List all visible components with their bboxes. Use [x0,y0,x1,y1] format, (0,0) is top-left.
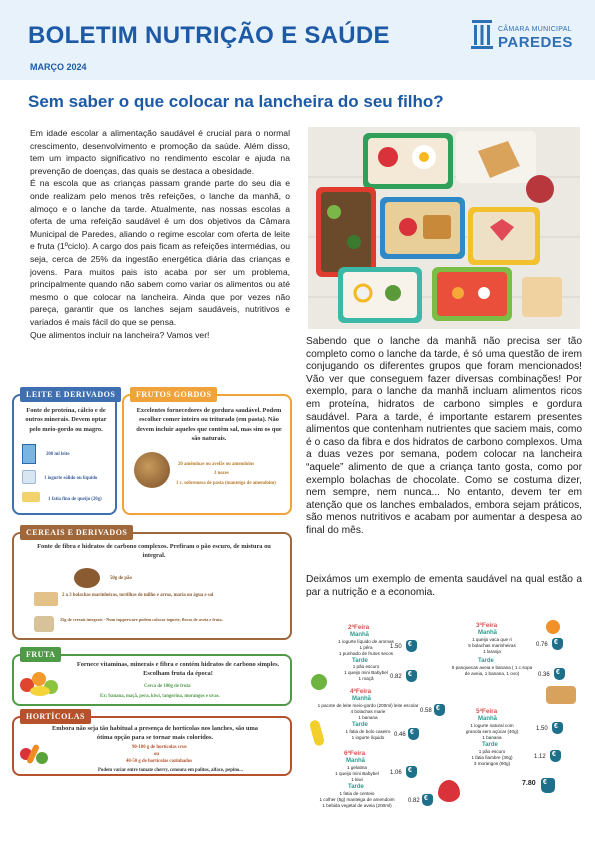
menu-price: 0.46 [394,732,406,738]
lunchbox-photo [308,127,580,329]
menu-day: 2ªFeira [348,624,370,631]
cereal-bowl-icon [34,616,54,632]
menu-meal: Manhã [352,696,372,702]
bread-icon [74,568,100,588]
menu-item: 1 iogurte líquido de aromas [338,639,394,644]
nuts-item: 1 c. sobremesa de pasta (manteiga de amendoim) [176,481,276,486]
dairy-item: 200 ml leite [46,452,70,457]
nuts-pile-icon [134,452,170,488]
menu-total: 7.80 [522,780,536,787]
strawberry-icon [438,780,460,802]
vegetables-item: ou [154,752,160,757]
intro-paragraph: Em idade escolar a alimentação saudável é crucial para o normal crescimento, desenvolvimento e promoção da saúde. Além disso, tem um impacto significativo no rendimento escolar e ajuda na prevenção de doenças, das quais se destaca a obesidade. [30,128,290,176]
bulletin-title: BOLETIM NUTRIÇÃO E SAÚDE [28,22,390,49]
menu-price: 0.76 [536,642,548,648]
money-bag-icon [434,704,445,716]
menu-item: 1 fatia fiambre (30g) [471,755,513,760]
money-bag-icon [550,750,561,762]
municipality-logo [470,16,580,58]
menu-item: 1 laranja [483,649,501,654]
pancakes-icon [546,686,576,704]
vegetables-description: Embora não seja tão habitual a presença de hortícolas nos lanches, são uma ótima opção para se tornar mais coloridos. [52,725,258,742]
nuts-tag: FRUTOS GORDOS [130,387,217,402]
menu-item: 6 panquecas aveia e banana ( 1 c.sopa [451,665,533,670]
nuts-item: 20 amêndoas ou avelãs ou amendoins [178,462,255,467]
menu-day: 6ªFeira [344,750,366,757]
money-bag-icon [552,722,563,734]
menu-item: 1 maçã [358,676,374,681]
menu-meal: Manhã [346,758,366,764]
vegetables-box [12,712,292,776]
menu-item: 1 banana [482,735,502,740]
apple-icon [311,674,327,690]
menu-item: 1 iogurte líquido [351,735,385,740]
menu-item: de aveia, 1 banana, 1 ovo) [464,671,520,676]
cereals-item: 25g de cereais integrais - Num tupperware podem colocar iogurte, flocos de aveia e fruta. [60,617,223,622]
money-bag-icon [406,766,417,778]
menu-price: 1.06 [390,770,402,776]
weekly-menu [308,602,590,824]
fruit-basket-icon [18,668,66,702]
money-bag-icon [554,668,565,680]
vegetables-item: 90-100 g de hortícolas crus [132,745,187,750]
menu-meal: Manhã [478,630,498,636]
fruit-item: Cerca de 100g de fruta [144,684,191,689]
menu-item: 1 queijo mini Babybel [335,771,379,776]
cereals-tag: CEREAIS E DERIVADOS [20,525,133,540]
logo-small-text: CÂMARA MUNICIPAL [498,26,572,33]
menu-item: 1 gelatina [347,765,367,770]
lunchbox-illustration [308,127,580,329]
menu-item: 1 colher (5g) manteiga de amendoim [319,797,395,802]
nuts-description: Excelentes fornecedores de gordura saudável. Podem escolher comer inteiro ou triturado (em pasta). Não devem incluir aqueles que contêm sal, mas sim os que são naturais. [136,407,282,443]
menu-meal: Manhã [478,716,498,722]
menu-day: 4ªFeira [350,688,372,695]
menu-item: 5 bolachas marinheiras [468,643,516,648]
menu-item: 1 pacote de leite meio-gordo (200ml) leite escolar [317,703,419,708]
cereals-item: 50g de pão [110,576,132,581]
menu-item: granola sem açúcar (40g) [465,729,519,734]
money-bag-icon [422,794,433,806]
menu-item: 1 queijo vaca que ri [472,637,512,642]
intro-text [30,127,290,341]
dairy-item: 1 fatia fina de queijo (20g) [48,497,102,502]
bulletin-date: MARÇO 2024 [30,62,87,72]
menu-price: 0.58 [420,708,432,714]
menu-meal: Manhã [350,632,370,638]
menu-item: 1 fatia de bolo caseiro [345,729,391,734]
menu-day: 3ªFeira [476,622,498,629]
menu-item: 1 kiwi [351,777,363,782]
menu-meal: Tarde [482,742,498,748]
menu-meal: Tarde [352,722,368,728]
menu-meal: Tarde [478,658,494,664]
menu-item: 1 fatia de centeio [339,791,375,796]
menu-intro-text: Deixámos um exemplo de ementa saudável na qual estão a par a nutrição e a economia. [306,574,582,598]
lunch-advice-text: Sabendo que o lanche da manhã não precisa ser tão completo como o lanche da tarde, é só uma questão de irem conjugando os diferentes grupos que foram mencionados! Vão ver que conseguem fazer diversas combinações! Por exemplo, para o lanche da manhã incluam alimentos ricos em proteína, hidratos de carbono simples e gordura saudável. Para a tarde, é importante estarem presentes alimentos que contenham nutrientes que saciem mais, como é o caso da fibra e dos hidratos de carbono complexos. Uma a duas vezes por semana, podem colocar na lancheira “aquele” alimento de que a criança tanto gosta, como por exemplo bolachas de chocolate. Como se costuma dizer, nem sempre, nem nunca... No entanto, devem ter em atenção que os lanches embalados, embora sejam práticos, são menos nutritivos e acabam por aumentar a despesa ao final do mês. [306,336,582,536]
menu-item: 1 pão escuro [352,664,380,669]
intro-paragraph: É na escola que as crianças passam grande parte do seu dia e onde realizam pelo menos três refeições, o lanche da manhã, o almoço e o lanche da tarde. Atualmente, nas nossas escolas a oferta de uma refeição saudável é um dos objetivos da Câmara Municipal de Paredes, aliando o regime escolar com oferta de leite e fruta (1ºciclo). A cargo dos pais ficam as refeições intermédias, ou seja, cerca de 25% da ingestão energética diária das crianças e jovens. Para muitos pais isto acaba por ser um problema, principalmente quando não sabem como variar os alimentos ou até mesmo o que colocar na lancheira. Ainda que por vezes não pareça, garantir que os lanches sejam saudáveis, nutritivos e variados é mais fácil do que se pensa. [30,178,290,327]
menu-item: 1 banana [358,715,378,720]
money-bag-icon [406,640,417,652]
money-bag-icon [541,778,555,793]
dairy-description: Fonte de proteína, cálcio e de outros minerais. Devem optar pelo meio-gordo ou magro. [25,407,107,433]
building-icon [470,18,494,52]
fruit-description: Fornece vitaminas, minerais e fibra e contém hidratos de carbono simples. Escolham fruta da época! [76,661,280,678]
money-bag-icon [408,728,419,740]
yogurt-icon [22,470,36,484]
nuts-item: 3 nozes [214,471,229,476]
milk-carton-icon [22,444,36,464]
dairy-box [12,390,117,515]
dairy-tag: LEITE E DERIVADOS [20,387,121,402]
fruit-item: Ex: banana, maçã, pera, kiwi, tangerina, morangos e uvas. [100,694,220,699]
article-title: Sem saber o que colocar na lancheira do seu filho? [28,92,444,111]
menu-price: 0.82 [408,798,420,804]
menu-price: 0.36 [538,672,550,678]
menu-item: 1 iogurte natural com [470,723,514,728]
vegetables-item: 40-50 g de hortícolas cozinhados [126,759,193,764]
vegetables-tag: HORTÍCOLAS [20,709,91,724]
menu-meal: Tarde [348,784,364,790]
cereals-box [12,528,292,640]
dairy-item: 1 iogurte sólido ou líquido [44,476,98,481]
nuts-box [122,390,292,515]
logo-name: PAREDES [498,34,573,51]
money-bag-icon [552,638,563,650]
menu-price: 1.50 [536,726,548,732]
vegetables-item: Podem variar entre tomate cherry, cenoura em palitos, alface, pepino... [98,768,243,773]
banana-icon [309,719,325,747]
cheese-icon [22,492,40,502]
crackers-icon [34,592,58,606]
fruit-box [12,650,292,706]
menu-price: 0.82 [390,674,402,680]
menu-item: 1 bebida vegetal de aveia (200ml) [322,803,392,808]
fruit-tag: FRUTA [20,647,61,662]
menu-day: 5ªFeira [476,708,498,715]
menu-price: 1.50 [390,644,402,650]
vegetables-icon [20,744,48,766]
menu-item: 1 pêra [359,645,373,650]
orange-icon [546,620,560,634]
cereals-item: 2 a 3 bolachas marinheiras, tortilhas de milho e arroz, maria ou água e sal [62,593,214,598]
menu-item: 3 morangos (90g) [473,761,511,766]
menu-meal: Tarde [352,658,368,664]
intro-paragraph: Que alimentos incluir na lancheira? Vamos ver! [30,329,210,340]
money-bag-icon [406,670,417,682]
menu-item: 4 bolachas marie [350,709,386,714]
menu-item: 1 queijo mini Babybel [344,670,388,675]
menu-price: 1.12 [534,754,546,760]
menu-item: 1 punhado de frutos secos [338,651,394,656]
menu-item: 1 pão escuro [478,749,506,754]
cereals-description: Fonte de fibra e hidratos de carbono complexos. Prefiram o pão escuro, de mistura ou integral. [37,543,271,560]
